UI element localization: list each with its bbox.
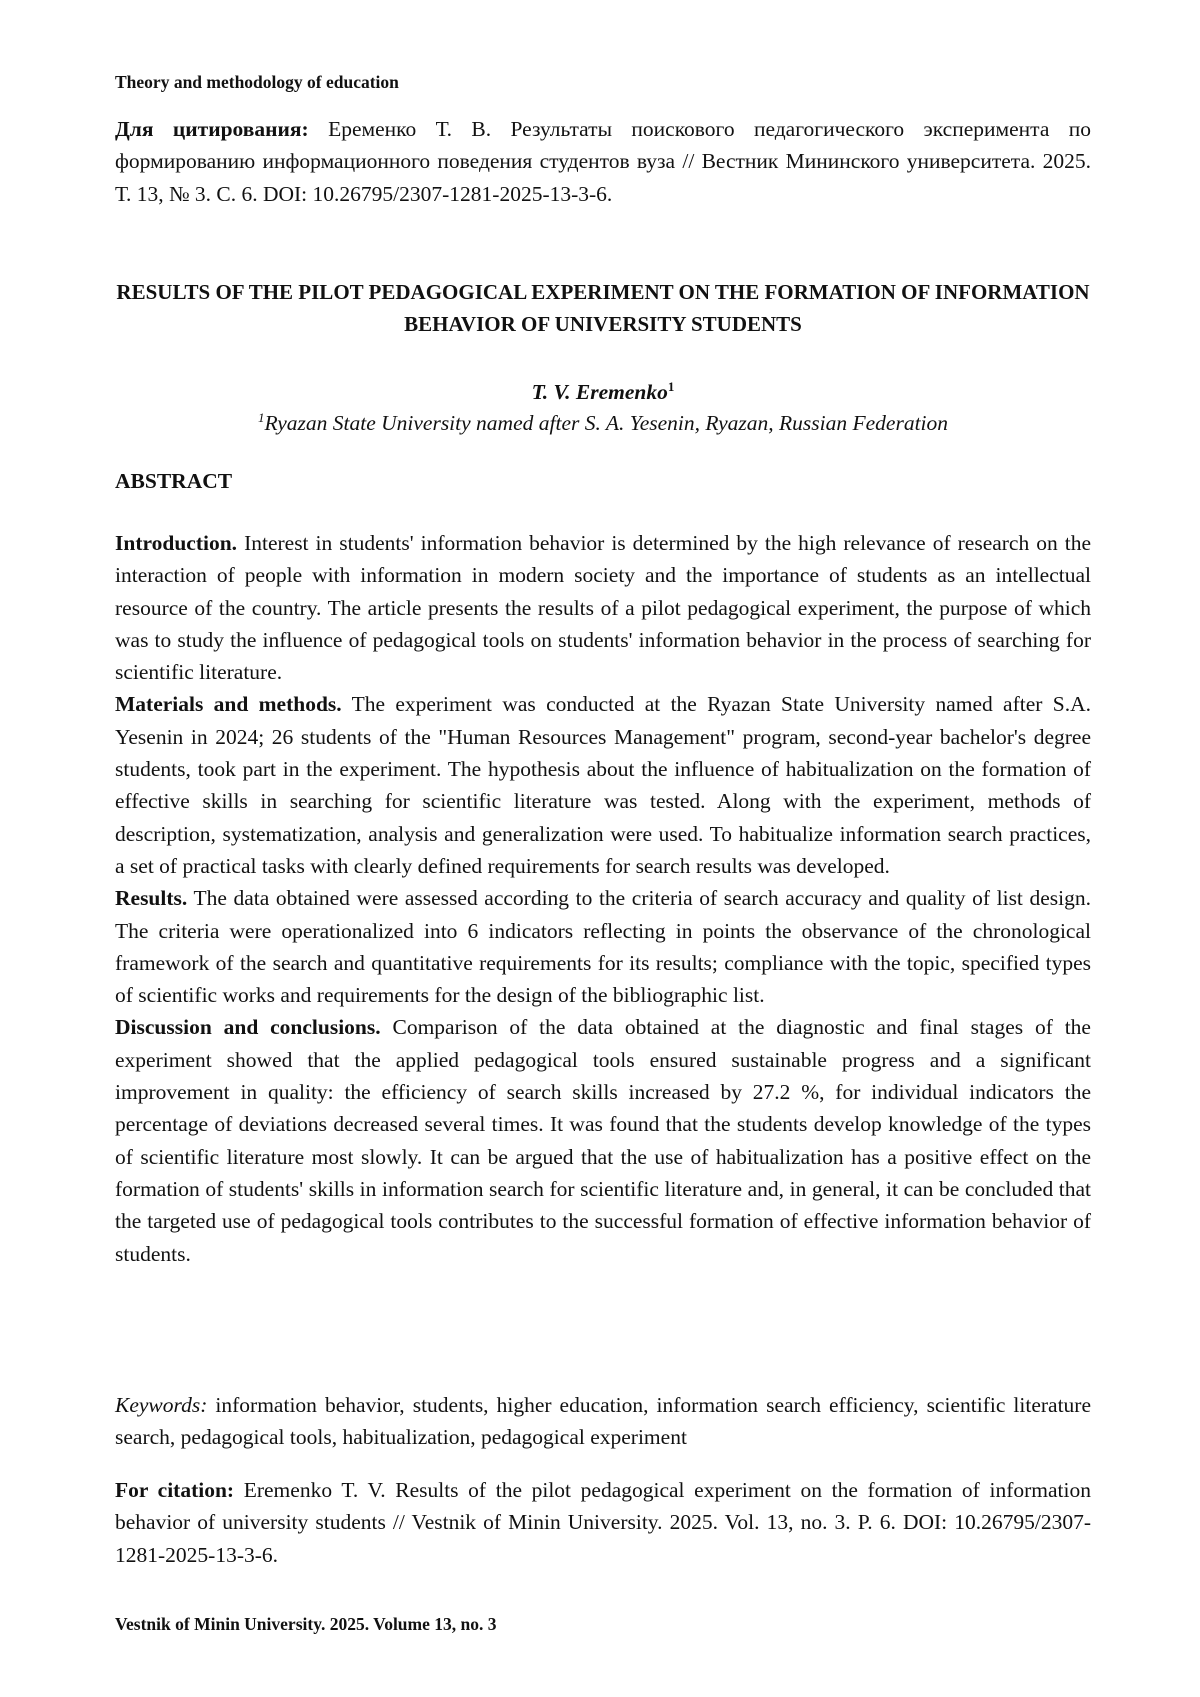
author-name: T. V. Eremenko: [532, 380, 668, 404]
citation-ru-label: Для цитирования:: [115, 117, 309, 141]
affiliation: [115, 402, 1091, 439]
section-label: Discussion and conclusions.: [115, 1015, 381, 1039]
keywords-label: Keywords:: [115, 1393, 207, 1417]
citation-en-text: Eremenko T. V. Results of the pilot pedagogical experiment on the formation of information behavior of university students // Vestnik of Minin University. 2025. Vol. 13, no. 3. P. 6. DOI: 10.26795/2307-1281-2025-13-3-6.: [115, 1478, 1091, 1567]
paper-title: RESULTS OF THE PILOT PEDAGOGICAL EXPERIMENT ON THE FORMATION OF INFORMATION BEHAVIOR OF UNIVERSITY STUDENTS: [115, 276, 1091, 340]
affiliation-sup: 1: [258, 410, 265, 425]
section-discussion: [115, 1011, 1091, 1269]
citation-en: [115, 1474, 1091, 1571]
section-text: Comparison of the data obtained at the diagnostic and final stages of the experiment showed that the applied pedagogical tools ensured sustainable progress and a significant improvement in quality: the efficiency of search skills increased by 27.2 %, for individual indicators the percentage of deviations decreased several times. It was found that the students develop knowledge of the types of scientific literature most slowly. It can be argued that the use of habitualization has a positive effect on the formation of students' skills in information search for scientific literature and, in general, it can be concluded that the targeted use of pedagogical tools contributes to the successful formation of effective information behavior of students.: [115, 1015, 1091, 1265]
citation-ru-text: Еременко Т. В. Результаты поискового педагогического эксперимента по формированию информационного поведения студентов вуза // Вестник Мининского университета. 2025. Т. 13, № 3. С. 6. DOI: 10.26795/2307-1281-2025-13-3-6.: [115, 117, 1091, 206]
section-label: Materials and methods.: [115, 692, 342, 716]
author-sup: 1: [668, 379, 675, 394]
abstract-body: [115, 527, 1091, 1270]
citation-ru: [115, 113, 1091, 210]
section-text: Interest in students' information behavior is determined by the high relevance of research on the interaction of people with information in modern society and the importance of students as an intellectual resource of the country. The article presents the results of a pilot pedagogical experiment, the purpose of which was to study the influence of pedagogical tools on students' information behavior in the process of searching for scientific literature.: [115, 531, 1091, 684]
section-results: [115, 882, 1091, 1011]
section-text: The experiment was conducted at the Ryazan State University named after S.A. Yesenin in 2024; 26 students of the "Human Resources Management" program, second-year bachelor's degree students, took part in the experiment. The hypothesis about the influence of habitualization on the formation of effective skills in searching for scientific literature was tested. Along with the experiment, methods of description, systematization, analysis and generalization were used. To habitualize information search practices, a set of practical tasks with clearly defined requirements for search results was developed.: [115, 692, 1091, 877]
keywords-text: information behavior, students, higher education, information search efficiency, scientific literature search, pedagogical tools, habitualization, pedagogical experiment: [115, 1393, 1091, 1449]
affiliation-text: Ryazan State University named after S. A. Yesenin, Ryazan, Russian Federation: [264, 411, 948, 435]
section-label: Introduction.: [115, 531, 237, 555]
running-footer: Vestnik of Minin University. 2025. Volume 13, no. 3: [115, 1614, 497, 1635]
section-materials-methods: [115, 688, 1091, 882]
abstract-heading: ABSTRACT: [115, 465, 1091, 497]
section-label: Results.: [115, 886, 187, 910]
section-text: The data obtained were assessed according to the criteria of search accuracy and quality of list design. The criteria were operationalized into 6 indicators reflecting in points the observance of the chronological framework of the search and quantitative requirements for its results; compliance with the topic, specified types of scientific works and requirements for the design of the bibliographic list.: [115, 886, 1091, 1007]
section-introduction: [115, 527, 1091, 688]
keywords: [115, 1389, 1091, 1454]
citation-en-label: For citation:: [115, 1478, 234, 1502]
running-header: Theory and methodology of education: [115, 72, 399, 93]
